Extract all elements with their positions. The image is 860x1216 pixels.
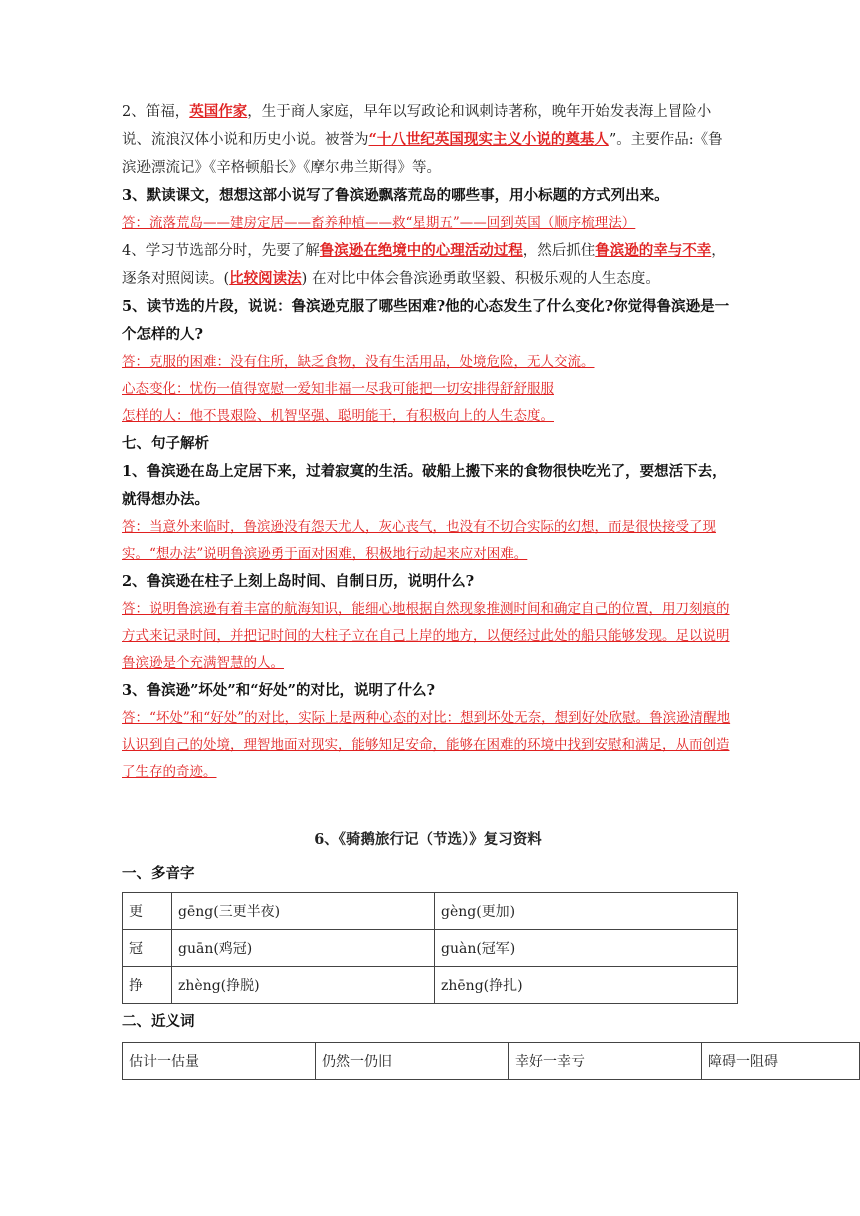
- table-cell: 冠: [123, 930, 172, 967]
- table-cell: guàn(冠军): [435, 930, 738, 967]
- text: ”。主要作品:《鲁滨逊漂流记》《辛格顿船长》《摩尔弗兰斯得》等。: [122, 132, 723, 176]
- highlight-text: 鲁滨逊的幸与不幸: [595, 242, 712, 259]
- answer-5-line: 心态变化：忧伤一值得宽慰一爱知非福一尽我可能把一切安排得舒舒服服: [122, 381, 554, 397]
- highlight-text: 比较阅读法: [229, 270, 302, 287]
- table-cell: gēng(三更半夜): [172, 893, 435, 930]
- table-cell: zhèng(挣脱): [172, 967, 435, 1004]
- text: 4、学习节选部分时，先要了解: [122, 243, 320, 259]
- table-row: [123, 1043, 860, 1080]
- table-cell: zhēng(挣扎): [435, 967, 738, 1004]
- polyphone-table: [122, 892, 738, 1004]
- table-row: [123, 967, 738, 1004]
- sentence-1-answer: 答：当意外来临时，鲁滨逊没有怨天尤人，灰心丧气，也没有不切合实际的幻想，而是很快接受了现实。“想办法”说明鲁滨逊勇于面对困难，积极地行动起来应对困难。: [122, 519, 716, 562]
- text: ，生于商人家庭，早年以写政论和讽刺诗著称，晚年开始发表海上冒险小说、流浪汉体小说和历史小说。被誉为: [122, 104, 712, 148]
- sentence-3-question: 3、鲁滨逊”坏处”和“好处”的对比，说明了什么?: [122, 682, 435, 699]
- paragraph-4: [122, 237, 734, 293]
- sentence-3-answer: 答：“坏处”和“好处”的对比，实际上是两种心态的对比：想到坏处无奈，想到好处欣慰。鲁滨逊清醒地认识到自己的处境，理智地面对现实，能够知足安命，能够在困难的环境中找到安慰和满足，从而创造了生存的奇迹。: [122, 710, 731, 780]
- highlight-text: “十八世纪英国现实主义小说的奠基人: [368, 131, 609, 148]
- table-cell: 障碍一阻碍: [702, 1043, 860, 1080]
- highlight-text: 英国作家: [189, 103, 248, 120]
- sentence-2-question: 2、鲁滨逊在柱子上刻上岛时间、自制日历，说明什么?: [122, 573, 475, 590]
- table-cell: 幸好一幸亏: [509, 1043, 702, 1080]
- answer-3: 答：流落荒岛——建房定居——畜养种植——救“星期五”——回到英国（顺序梳理法）: [122, 215, 636, 231]
- table-cell: 挣: [123, 967, 172, 1004]
- question-5: 5、读节选的片段，说说：鲁滨逊克服了哪些困难?他的心态发生了什么变化?你觉得鲁滨逊是一个怎样的人?: [122, 298, 730, 343]
- section-heading: 七、句子解析: [122, 435, 209, 452]
- section-heading: 一、多音字: [122, 865, 195, 882]
- answer-5-line: 怎样的人：他不畏艰险、机智坚强、聪明能干，有积极向上的人生态度。: [122, 408, 554, 424]
- table-cell: 更: [123, 893, 172, 930]
- table-cell: 仍然一仍旧: [316, 1043, 509, 1080]
- table-cell: gèng(更加): [435, 893, 738, 930]
- answer-5-line: 答：克服的困难：没有住所，缺乏食物，没有生活用品，处境危险，无人交流。: [122, 354, 595, 370]
- question-3: 3、默读课文，想想这部小说写了鲁滨逊飘落荒岛的哪些事，用小标题的方式列出来。: [122, 187, 669, 204]
- text: 2、笛福，: [122, 104, 190, 120]
- text: ，逐条对照阅读。(: [122, 243, 726, 287]
- table-row: [123, 930, 738, 967]
- table-cell: guān(鸡冠): [172, 930, 435, 967]
- section-heading: 二、近义词: [122, 1013, 195, 1030]
- author-paragraph: [122, 98, 734, 182]
- text: ) 在对比中体会鲁滨逊勇敢坚毅、积极乐观的人生态度。: [301, 271, 660, 287]
- table-row: [123, 893, 738, 930]
- sentence-1-question: 1、鲁滨逊在岛上定居下来，过着寂寞的生活。破船上搬下来的食物很快吃光了，要想活下去，就得想办法。: [122, 463, 727, 508]
- table-cell: 估计一估量: [123, 1043, 316, 1080]
- text: ，然后抓住: [522, 243, 596, 259]
- sentence-2-answer: 答：说明鲁滨逊有着丰富的航海知识，能细心地根据自然现象推测时间和确定自己的位置，用刀刻痕的方式来记录时间，并把记时间的大柱子立在自己上岸的地方，以便经过此处的船只能够发现。足以说明鲁滨逊是个充满智慧的人。: [122, 601, 730, 671]
- highlight-text: 鲁滨逊在绝境中的心理活动过程: [319, 242, 523, 259]
- document-page: [122, 98, 778, 1080]
- synonym-table: [122, 1042, 860, 1080]
- lesson-title: 6、《骑鹅旅行记（节选）》复习资料: [314, 831, 542, 848]
